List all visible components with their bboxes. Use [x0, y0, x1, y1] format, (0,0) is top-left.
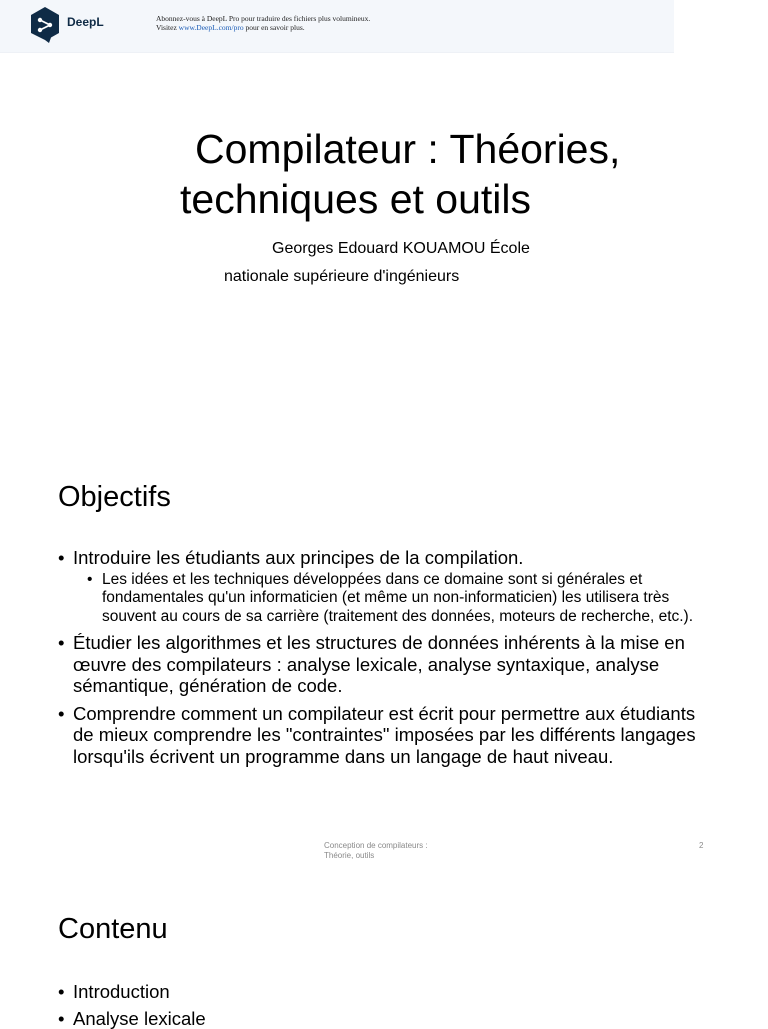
contenu-list: [58, 981, 698, 1029]
promo-line-1: Abonnez-vous à DeepL Pro pour traduire des fichiers plus volumineux.: [156, 14, 370, 23]
deepl-banner: [0, 0, 674, 53]
sub-list-item: • Les idées et les techniques développées dans ce domaine sont si générales et fondamentales qu'un informaticien (et même un non-informaticien) les utilisera très souvent au cours de sa carrière (traitement des données, moteurs de recherche, etc.).: [73, 571, 698, 627]
deepl-logo-text: DeepL: [67, 15, 104, 29]
deepl-logo-icon: [29, 6, 61, 44]
author: Georges Edouard KOUAMOU École: [272, 240, 530, 258]
slide-footer: Conception de compilateurs : Théorie, outils: [324, 841, 454, 861]
page-number: 2: [699, 841, 703, 850]
contenu-heading: Contenu: [58, 913, 168, 946]
sub-list: [73, 571, 698, 627]
list-item: • Analyse lexicale: [58, 1008, 698, 1029]
list-item: • Introduire les étudiants aux principes de la compilation. • Les idées et les techniques développées dans ce domaine sont si générales et fondamentales qu'un informaticien (et même un non-informaticien) les utilisera très souvent au cours de sa carrière (traitement des données, moteurs de recherche, etc.).: [58, 547, 698, 626]
promo-line-2: Visitez www.DeepL.com/pro pour en savoir plus.: [156, 23, 370, 32]
objectifs-heading: Objectifs: [58, 481, 171, 514]
deepl-pro-link[interactable]: www.DeepL.com/pro: [179, 23, 244, 32]
school: nationale supérieure d'ingénieurs: [224, 268, 459, 286]
title-line-1: Compilateur : Théories,: [150, 124, 670, 174]
promo-text: [156, 14, 370, 32]
objectifs-list: [58, 547, 698, 767]
document-title: [150, 124, 670, 224]
title-line-2: techniques et outils: [150, 174, 670, 224]
list-item: • Comprendre comment un compilateur est écrit pour permettre aux étudiants de mieux comprendre les "contraintes" imposées par les différents langages lorsqu'ils écrivent un programme dans un langage de haut niveau.: [58, 703, 698, 768]
list-item: • Étudier les algorithmes et les structures de données inhérents à la mise en œuvre des compilateurs : analyse lexicale, analyse syntaxique, analyse sémantique, génération de code.: [58, 632, 698, 697]
list-item: • Introduction: [58, 981, 698, 1003]
